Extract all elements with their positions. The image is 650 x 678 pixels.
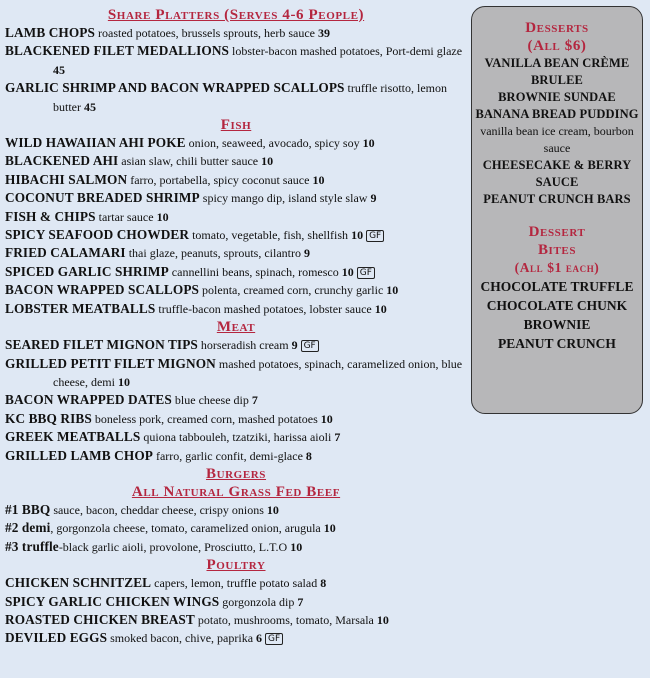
item-name: SEARED FILET MIGNON TIPS <box>5 337 198 353</box>
item-name: ROASTED CHICKEN BREAST <box>5 611 195 627</box>
menu-item <box>5 300 467 318</box>
item-price: 10 <box>320 411 333 426</box>
section-title: Share Platters (Serves 4-6 People) <box>107 7 365 23</box>
item-price: 10 <box>261 154 274 169</box>
item-name: FISH & CHIPS <box>5 208 96 224</box>
dessert-item <box>472 89 642 106</box>
item-price: 7 <box>251 393 258 408</box>
menu-item <box>5 410 467 428</box>
section-poultry <box>5 556 467 648</box>
item-name: COCONUT BREADED SHRIMP <box>5 190 200 206</box>
item-desc: tartar sauce <box>98 209 154 224</box>
item-name: BACON WRAPPED SCALLOPS <box>5 282 200 298</box>
section-meat <box>5 318 467 465</box>
dessert-item <box>472 106 642 157</box>
gluten-free-badge: GF <box>357 267 375 279</box>
item-desc: asian slaw, chili butter sauce <box>121 154 259 169</box>
item-desc: quiona tabbouleh, tzatziki, harissa aioli <box>143 430 332 445</box>
item-price: 7 <box>297 594 304 609</box>
section-title: Burgers <box>205 465 267 482</box>
item-desc: spicy mango dip, island style slaw <box>202 191 368 206</box>
item-name: BACON WRAPPED DATES <box>5 392 172 408</box>
desserts-panel <box>471 6 643 414</box>
item-price: 10 <box>362 136 375 151</box>
menu-item <box>5 208 467 226</box>
gluten-free-badge: GF <box>265 633 283 645</box>
dessert-bites-title-line2: Bites <box>537 242 577 258</box>
item-desc: roasted potatoes, brussels sprouts, herb sauce <box>98 26 315 40</box>
dessert-name: VANILLA BEAN CRÈME BRULEE <box>484 56 630 87</box>
dessert-item <box>472 157 642 191</box>
item-desc: boneless pork, creamed corn, mashed potatoes <box>94 411 318 426</box>
dessert-bite-item: PEANUT CRUNCH <box>498 336 616 351</box>
item-desc: horseradish cream <box>200 338 289 353</box>
item-name: GRILLED PETIT FILET MIGNON <box>5 355 216 371</box>
item-desc: gorgonzola dip <box>222 594 295 609</box>
item-name: #3 truffle <box>5 538 59 554</box>
dessert-item <box>472 55 642 89</box>
item-desc: blue cheese dip <box>174 393 249 408</box>
item-price: 45 <box>84 99 96 114</box>
item-desc: capers, lemon, truffle potato salad <box>154 576 318 591</box>
dessert-desc: vanilla bean ice cream, bourbon sauce <box>480 124 634 155</box>
dessert-bites-price-note: (All $1 each) <box>514 260 600 275</box>
gluten-free-badge: GF <box>301 340 319 352</box>
item-desc: truffle-bacon mashed potatoes, lobster sauce <box>158 301 372 316</box>
dessert-name: BROWNIE SUNDAE <box>498 90 616 104</box>
desserts-title: Desserts <box>525 20 589 36</box>
item-name: BLACKENED AHI <box>5 153 119 169</box>
menu-main-column <box>5 6 467 648</box>
menu-item <box>5 391 467 409</box>
gluten-free-badge: GF <box>366 230 384 242</box>
item-name: DEVILED EGGS <box>5 630 108 646</box>
menu-item <box>5 593 467 611</box>
menu-item <box>5 336 467 354</box>
dessert-item <box>472 191 642 208</box>
item-desc: mashed potatoes, spinach, caramelized onion, blue cheese, demi <box>53 356 463 389</box>
item-name: GREEK MEATBALLS <box>5 429 141 445</box>
dessert-bite-item: CHOCOLATE TRUFFLE <box>480 279 634 294</box>
menu-item <box>5 447 467 465</box>
item-price: 10 <box>374 301 387 316</box>
item-price: 10 <box>341 264 354 279</box>
menu-item <box>5 538 467 556</box>
menu-item <box>5 226 467 244</box>
item-price: 9 <box>370 191 377 206</box>
item-name: LOBSTER MEATBALLS <box>5 300 156 316</box>
section-subtitle: All Natural Grass Fed Beef <box>131 483 341 500</box>
item-name: KC BBQ RIBS <box>5 410 92 426</box>
section-fish <box>5 116 467 318</box>
desserts-price-note: (All $6) <box>527 38 587 54</box>
item-name: WILD HAWAIIAN AHI POKE <box>5 135 186 151</box>
menu-item <box>5 24 467 42</box>
dessert-bites-title: Dessert <box>528 224 586 240</box>
item-price: 9 <box>304 246 310 261</box>
item-desc: onion, seaweed, avocado, spicy soy <box>188 136 360 151</box>
item-name: SPICY GARLIC CHICKEN WINGS <box>5 593 220 609</box>
menu-item <box>5 501 467 519</box>
item-desc: tomato, vegetable, fish, shellfish <box>192 228 349 243</box>
item-price: 8 <box>305 448 312 463</box>
item-desc: thai glaze, peanuts, sprouts, cilantro <box>128 246 301 261</box>
item-price: 10 <box>156 209 169 224</box>
item-name: GARLIC SHRIMP AND BACON WRAPPED SCALLOPS <box>5 80 345 96</box>
item-price: 10 <box>290 539 303 554</box>
item-name: #1 BBQ <box>5 501 51 517</box>
item-name: LAMB CHOPS <box>5 25 96 40</box>
item-desc: truffle risotto, lemon butter <box>53 81 447 114</box>
item-desc: smoked bacon, chive, paprika <box>110 631 254 646</box>
item-desc: lobster-bacon mashed potatoes, Port-demi glaze <box>232 44 463 59</box>
item-name: SPICED GARLIC SHRIMP <box>5 263 169 279</box>
section-title: Meat <box>216 319 256 336</box>
item-price: 10 <box>323 521 336 536</box>
menu-item <box>5 355 467 392</box>
item-desc: farro, portabella, spicy coconut sauce <box>130 172 310 187</box>
dessert-name: BANANA BREAD PUDDING <box>475 107 639 121</box>
menu-item <box>5 611 467 629</box>
dessert-name: CHEESECAKE & BERRY SAUCE <box>482 158 632 189</box>
item-desc: , gorgonzola cheese, tomato, caramelized onion, arugula <box>50 521 321 536</box>
menu-item <box>5 428 467 446</box>
menu-item <box>5 134 467 152</box>
item-price: 10 <box>376 612 389 627</box>
item-desc: cannellini beans, spinach, romesco <box>171 264 339 279</box>
item-price: 10 <box>351 228 364 243</box>
item-name: GRILLED LAMB CHOP <box>5 447 153 463</box>
menu-item <box>5 629 467 647</box>
item-price: 10 <box>386 283 399 298</box>
dessert-bite-item: CHOCOLATE CHUNK BROWNIE <box>486 298 628 332</box>
item-name: FRIED CALAMARI <box>5 245 126 261</box>
item-desc: polenta, creamed corn, crunchy garlic <box>202 283 384 298</box>
menu-item <box>5 244 467 262</box>
menu-item <box>5 42 467 79</box>
item-price: 45 <box>53 62 65 77</box>
menu-item <box>5 79 467 116</box>
item-name: #2 demi <box>5 520 51 536</box>
menu-item <box>5 171 467 189</box>
menu-item <box>5 281 467 299</box>
item-name: BLACKENED FILET MEDALLIONS <box>5 43 230 59</box>
menu-item <box>5 152 467 170</box>
item-desc: potato, mushrooms, tomato, Marsala <box>197 612 374 627</box>
item-price: 6 <box>256 631 263 646</box>
item-price: 7 <box>334 430 341 445</box>
menu-item <box>5 189 467 207</box>
item-name: CHICKEN SCHNITZEL <box>5 575 152 591</box>
item-name: SPICY SEAFOOD CHOWDER <box>5 227 190 243</box>
item-price: 10 <box>266 502 279 517</box>
menu-item <box>5 574 467 592</box>
item-price: 8 <box>320 576 327 591</box>
item-price: 10 <box>117 374 130 389</box>
item-desc: sauce, bacon, cheddar cheese, crispy onions <box>53 502 264 517</box>
item-desc: farro, garlic confit, demi-glace <box>155 448 303 463</box>
item-name: HIBACHI SALMON <box>5 171 128 187</box>
menu-item <box>5 519 467 537</box>
item-price: 10 <box>312 172 325 187</box>
item-desc: -black garlic aioli, provolone, Prosciutto, L.T.O <box>58 539 288 554</box>
menu-item <box>5 263 467 281</box>
section-burgers <box>5 465 467 556</box>
dessert-name: PEANUT CRUNCH BARS <box>483 192 631 206</box>
item-price: 39 <box>317 26 330 40</box>
section-title: Poultry <box>206 557 266 574</box>
spacer <box>472 208 642 223</box>
section-title: Fish <box>220 117 252 134</box>
section-share-platters <box>5 6 467 116</box>
item-price: 9 <box>291 338 298 353</box>
